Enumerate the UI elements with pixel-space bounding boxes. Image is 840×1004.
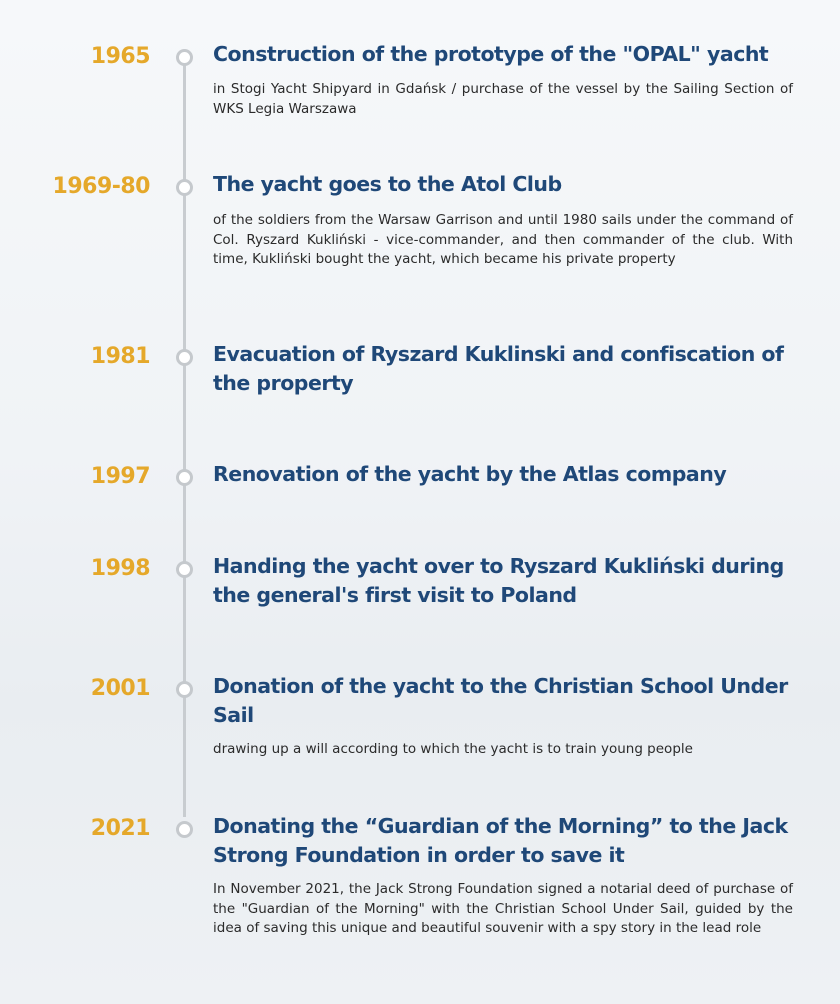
timeline-dot-icon [176, 469, 193, 486]
timeline-dot-icon [176, 179, 193, 196]
entry-year: 1998 [90, 556, 150, 581]
entry-title: Donation of the yacht to the Christian School Under Sail [213, 674, 788, 727]
entry-title: Renovation of the yacht by the Atlas company [213, 462, 727, 486]
entry-description: of the soldiers from the Warsaw Garrison and until 1980 sails under the command of Col. Ryszard Kukliński - vice-commander, and then commander of the club. With time, Kukliński bought the yacht, which became his private property [213, 212, 793, 267]
entry-year: 1981 [90, 344, 150, 369]
entry-description: In November 2021, the Jack Strong Foundation signed a notarial deed of purchase of the "Guardian of the Morning" with the Christian School Under Sail, guided by the idea of saving this unique and beautiful souvenir with a spy story in the lead role [213, 881, 793, 936]
entry-year: 1997 [90, 464, 150, 489]
timeline-dot-icon [176, 821, 193, 838]
entry-title: Handing the yacht over to Ryszard Kukliński during the general's first visit to Poland [213, 554, 784, 607]
entry-title: Donating the “Guardian of the Morning” to the Jack Strong Foundation in order to save it [213, 814, 788, 867]
entry-description: drawing up a will according to which the yacht is to train young people [213, 741, 693, 757]
entry-title: Evacuation of Ryszard Kuklinski and confiscation of the property [213, 342, 784, 395]
entry-year: 2001 [90, 676, 150, 701]
entry-title: The yacht goes to the Atol Club [213, 172, 562, 196]
entry-title: Construction of the prototype of the "OPAL" yacht [213, 42, 769, 66]
entry-year: 1969-80 [52, 174, 150, 199]
timeline-dot-icon [176, 681, 193, 698]
timeline-axis [183, 57, 186, 817]
entry-description: in Stogi Yacht Shipyard in Gdańsk / purchase of the vessel by the Sailing Section of WKS Legia Warszawa [213, 81, 793, 117]
timeline-dot-icon [176, 561, 193, 578]
entry-year: 2021 [90, 816, 150, 841]
timeline-dot-icon [176, 349, 193, 366]
entry-year: 1965 [90, 44, 150, 69]
timeline-dot-icon [176, 49, 193, 66]
